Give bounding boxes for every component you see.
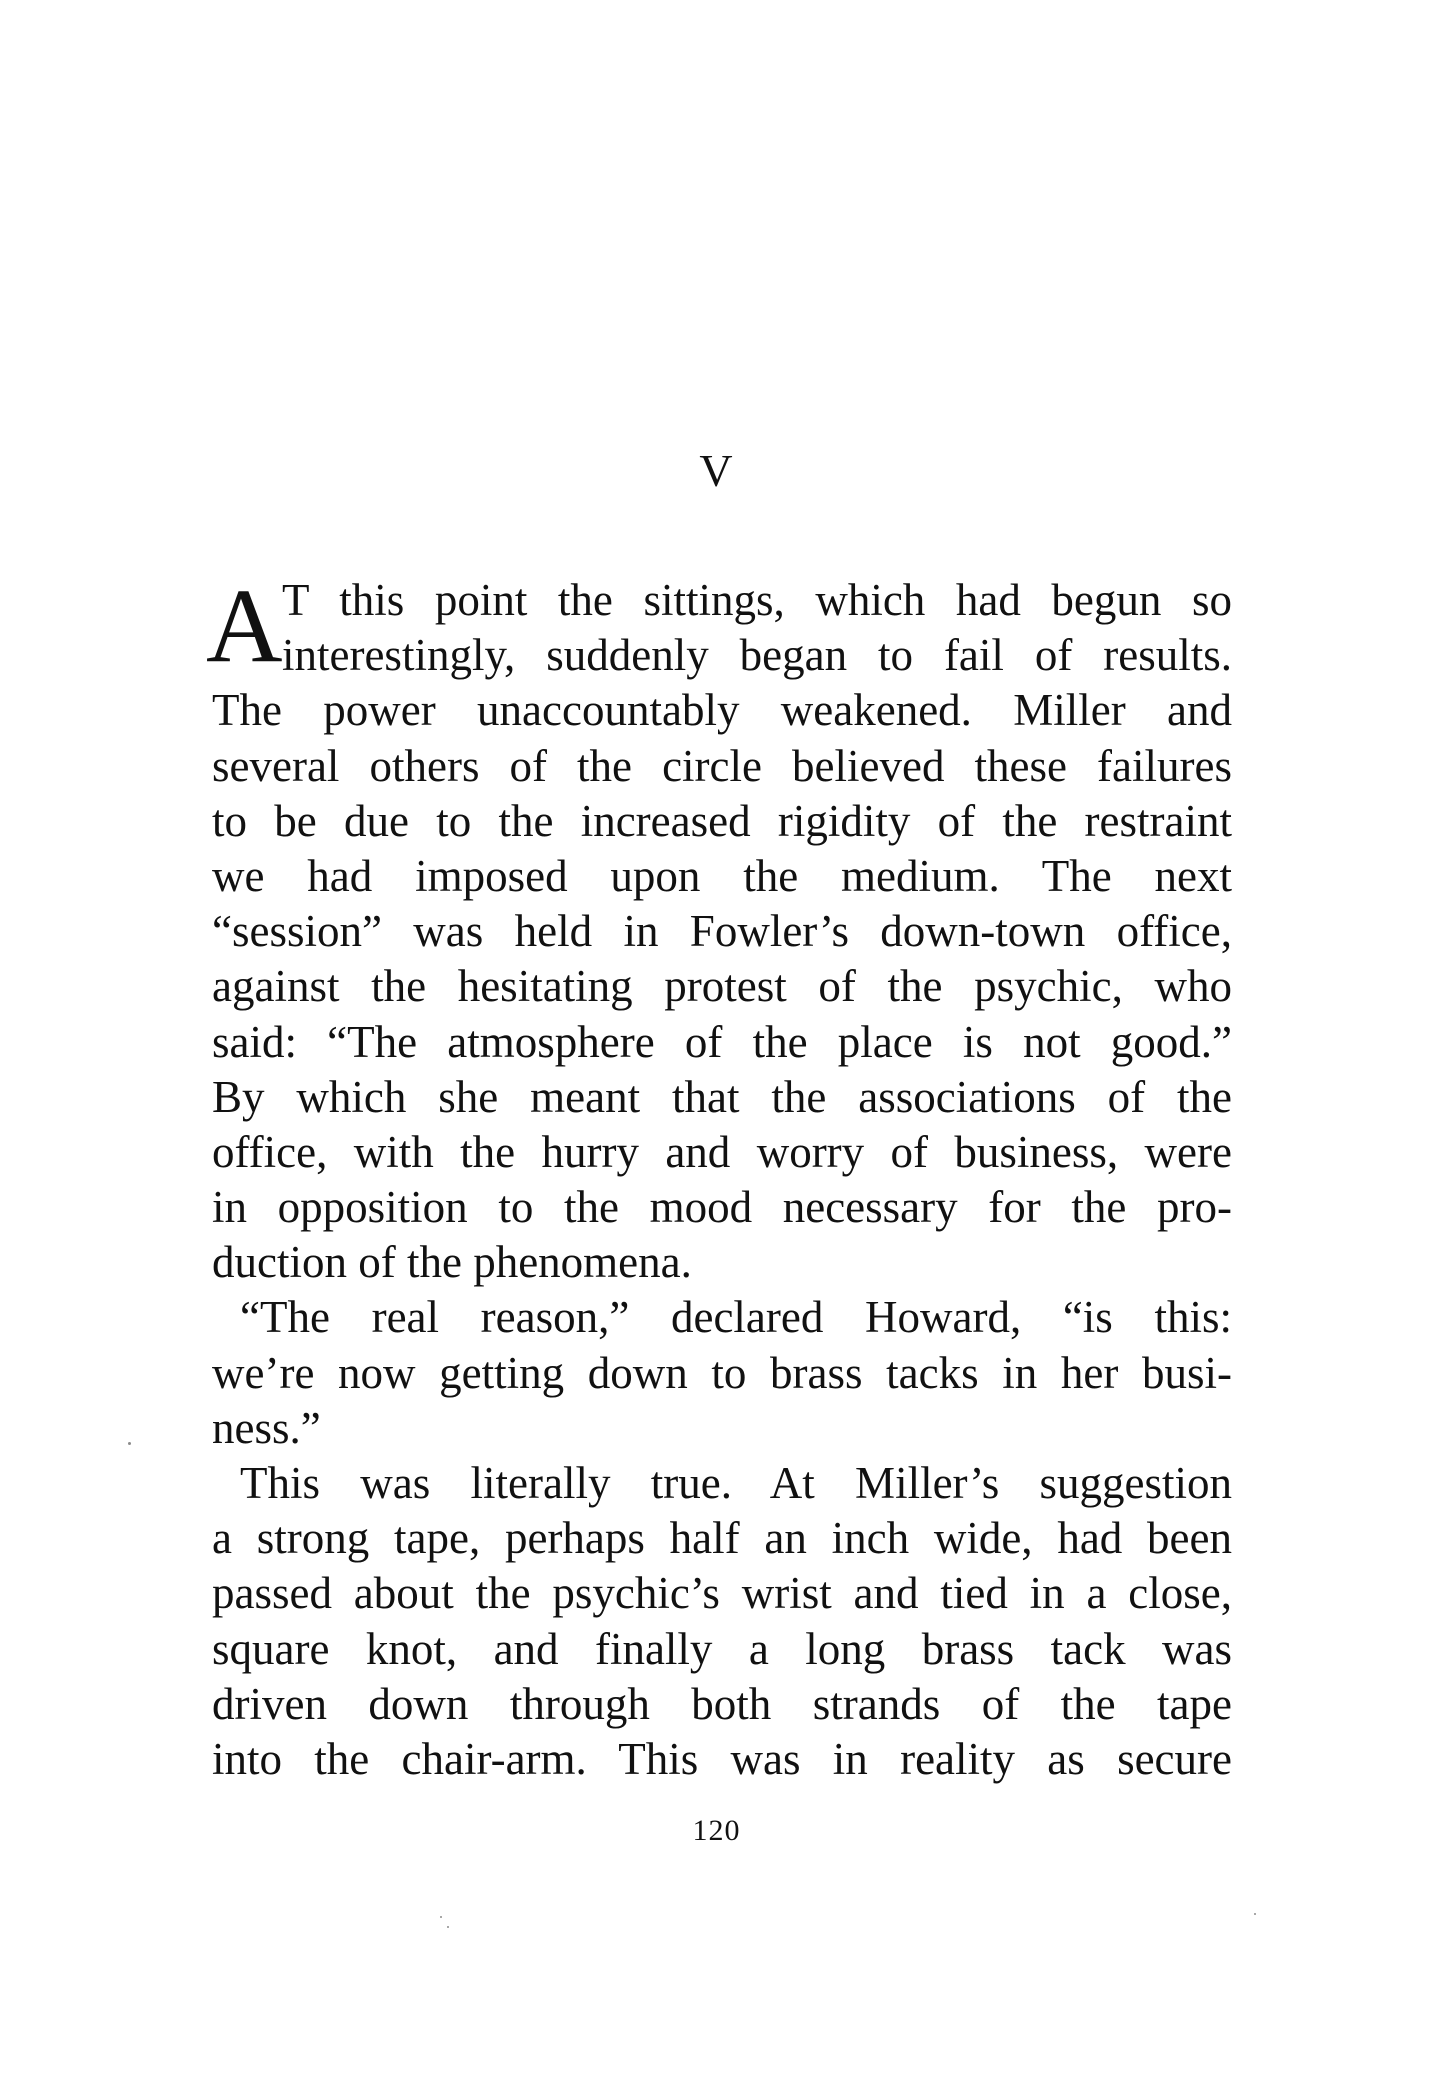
text-line: passed about the psychic’s wrist and tied in a close, [212,1568,1232,1619]
page-number: 120 [692,1814,741,1847]
paper-speck [447,1926,449,1928]
text-line: several others of the circle believed these failures [212,740,1232,791]
dropcap-letter: A [206,567,283,684]
text-line: office, with the hurry and worry of business, were [212,1126,1232,1177]
paper-speck [128,1442,131,1445]
text-line: interestingly, suddenly began to fail of results. [282,630,1232,681]
text-line: in opposition to the mood necessary for the pro- [212,1182,1232,1233]
paper-speck [440,1916,442,1918]
text-line: square knot, and finally a long brass tack was [212,1623,1232,1674]
chapter-number: V [699,445,734,496]
text-line: into the chair-arm. This was in reality as secure [212,1733,1232,1784]
text-line: duction of the phenomena. [212,1237,692,1288]
text-line: said: “The atmosphere of the place is not good.” [212,1016,1232,1067]
text-line: The power unaccountably weakened. Miller and [212,685,1232,736]
text-line: against the hesitating protest of the psychic, who [212,961,1232,1012]
text-line: a strong tape, perhaps half an inch wide, had been [212,1513,1232,1564]
body-text [206,567,1232,1787]
text-line: By which she meant that the associations of the [212,1071,1232,1122]
text-line: ness.” [212,1402,321,1453]
paper-speck [1254,1913,1256,1915]
text-line: to be due to the increased rigidity of the restraint [212,795,1232,846]
text-line-content: T this point the sittings, which had begun so [282,575,1232,625]
text-line: This was literally true. At Miller’s suggestion [240,1458,1232,1508]
text-line: “The real reason,” declared Howard, “is this: [240,1292,1232,1343]
text-line: we had imposed upon the medium. The next [212,850,1232,901]
text-line: “session” was held in Fowler’s down-town office, [212,906,1232,957]
text-line: driven down through both strands of the tape [212,1678,1232,1729]
text-line: we’re now getting down to brass tacks in her busi- [212,1347,1232,1398]
